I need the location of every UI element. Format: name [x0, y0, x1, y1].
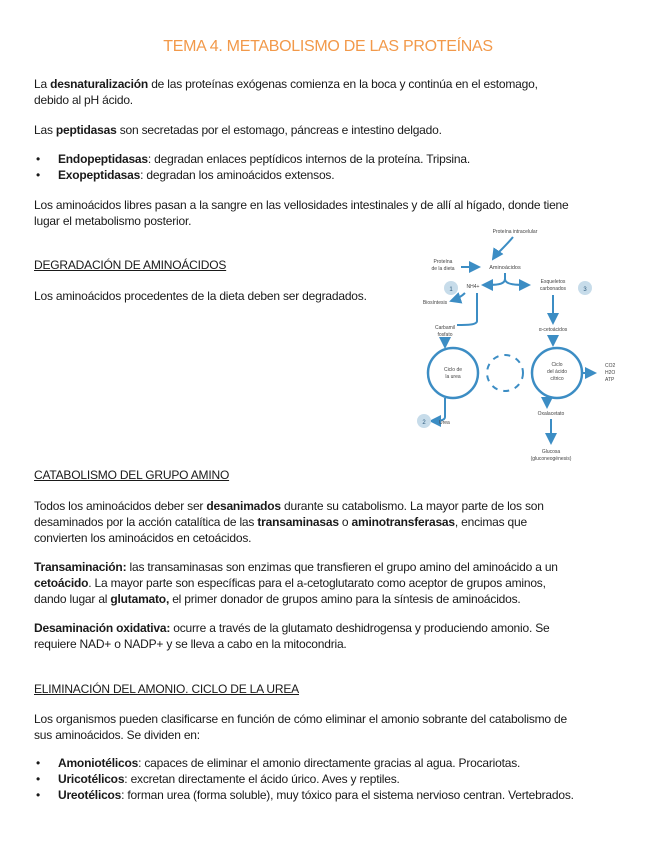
amino-acid-degradation-diagram	[405, 225, 625, 470]
svg-text:carbonados: carbonados	[539, 286, 567, 292]
list-item: • Uricotélicos: excretan directamente el ácido úrico. Aves y reptiles.	[34, 771, 634, 787]
section-heading-eliminacion: ELIMINACIÓN DEL AMONIO. CICLO DE LA UREA	[34, 682, 299, 696]
catabolismo-paragraph-1: Todos los aminoácidos deber ser desanimados durante su catabolismo. La mayor parte de los son desaminados por la acción catalítica de las transaminasas o aminotransferasas, encimas que convierten los aminoácidos en cetoácidos.	[34, 499, 544, 545]
svg-text:2: 2	[422, 420, 426, 426]
svg-text:del ácido: del ácido	[546, 369, 568, 375]
list-item: • Endopeptidasas: degradan enlaces peptídicos internos de la proteína. Tripsina.	[34, 151, 624, 167]
biosintesis-label: Biosíntesis	[422, 300, 448, 306]
proteina-dieta-label: Proteína	[433, 259, 453, 265]
svg-text:Ciclo: Ciclo	[551, 362, 563, 368]
urea-label: Urea	[439, 420, 450, 426]
section-heading-degradacion: DEGRADACIÓN DE AMINOÁCIDOS	[34, 258, 227, 272]
svg-text:de la dieta: de la dieta	[431, 266, 455, 272]
linking-cycle	[487, 355, 523, 391]
h2o-label: H2O	[605, 370, 616, 376]
carbamil-label: Carbamil	[434, 325, 456, 331]
svg-text:la urea: la urea	[445, 374, 461, 380]
list-item: • Amoniotélicos: capaces de eliminar el amonio directamente gracias al agua. Procariotas.	[34, 755, 634, 771]
glucosa-label: Glucosa	[541, 449, 561, 455]
list-item: • Ureotélicos: forman urea (forma soluble), muy tóxico para el sistema nervioso centran. Vertebrados.	[34, 787, 634, 803]
degradacion-text: Los aminoácidos procedentes de la dieta deben ser degradados.	[34, 289, 367, 303]
intro-paragraph-1: La desnaturalización de las proteínas exógenas comienza en la boca y continúa en el estomago, debido al pH ácido.	[34, 77, 538, 107]
eliminacion-paragraph: Los organismos pueden clasificarse en función de cómo eliminar el amonio sobrante del catabolismo de sus aminoácidos. Se dividen en:	[34, 712, 567, 742]
oxalacetato-label: Oxalacetato	[537, 411, 565, 417]
urea-cycle	[428, 348, 478, 398]
transaminacion-paragraph: Transaminación: las transaminasas son enzimas que transfieren el grupo amino del aminoácido a un cetoácido. La mayor parte son específicas para el a-cetoglutarato como aceptor de grupos aminos, dando lugar al glutamato, el primer donador de grupos amino para la síntesis de aminoácidos.	[34, 560, 558, 606]
atp-label: ATP	[605, 377, 615, 383]
svg-text:(gluconeogénesis): (gluconeogénesis)	[530, 456, 572, 462]
esqueletos-label: Esqueletos	[540, 279, 566, 285]
section-heading-catabolismo: CATABOLISMO DEL GRUPO AMINO	[34, 468, 230, 482]
peptidase-list	[34, 151, 624, 183]
svg-text:1: 1	[449, 287, 453, 293]
page-title: TEMA 4. METABOLISMO DE LAS PROTEÍNAS	[163, 38, 493, 55]
intro-paragraph-2: Las peptidasas son secretadas por el estomago, páncreas e intestino delgado.	[34, 123, 442, 137]
desaminacion-paragraph: Desaminación oxidativa: ocurre a través de la glutamato deshidrogensa y produciendo amonio. Se requiere NAD+ o NADP+ y se lleva a cabo en la mitocondria.	[34, 621, 550, 651]
cetoacidos-label: α-cetoácidos	[538, 327, 568, 333]
svg-text:3: 3	[583, 287, 587, 293]
intro-paragraph-3: Los aminoácidos libres pasan a la sangre en las vellosidades intestinales y de allí al hígado, donde tiene lugar el metabolismo posterior.	[34, 198, 569, 228]
organism-list	[34, 755, 634, 803]
svg-text:cítrico: cítrico	[550, 376, 564, 382]
co2-label: CO2	[605, 363, 616, 369]
nh4-label: NH4+	[466, 284, 480, 290]
proteina-intracelular-label: Proteína intracelular	[492, 229, 538, 235]
aminoacidos-label: Aminoácidos	[489, 265, 521, 271]
list-item: • Exopeptidasas: degradan los aminoácidos extensos.	[34, 167, 624, 183]
svg-text:Ciclo de: Ciclo de	[443, 367, 463, 373]
svg-text:fosfato: fosfato	[437, 332, 453, 338]
